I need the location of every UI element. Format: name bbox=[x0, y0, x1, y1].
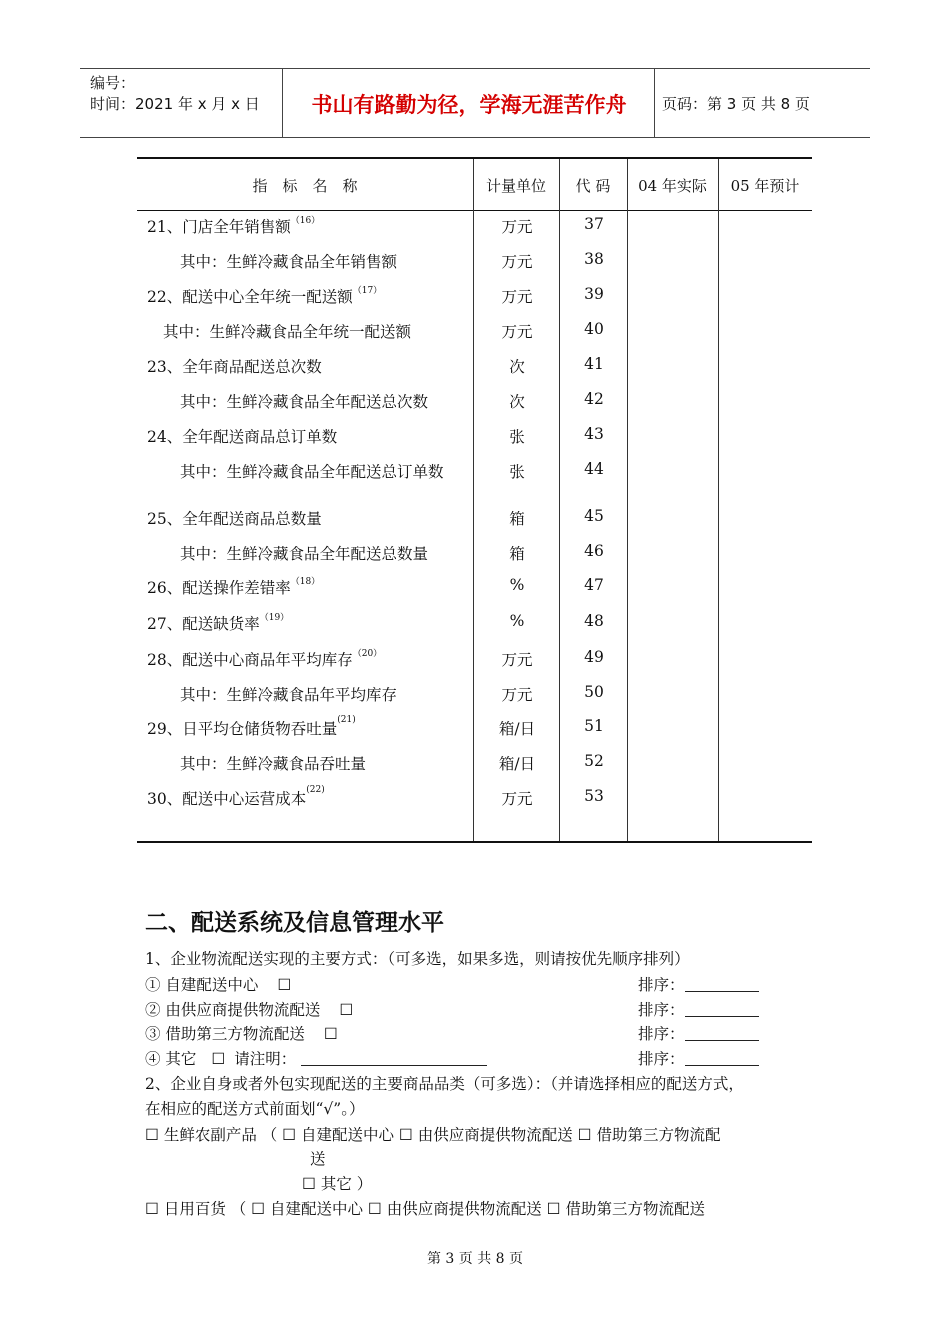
code-cell: 52 bbox=[584, 752, 604, 770]
indicator-text: 22、配送中心全年统一配送额 bbox=[147, 288, 353, 306]
unit-cell: 万元 bbox=[501, 651, 533, 669]
table-row bbox=[137, 752, 812, 782]
table-header-rule bbox=[137, 210, 812, 211]
category-fresh-produce[interactable]: ☐ 生鲜农副产品 （ ☐ 自建配送中心 ☐ 由供应商提供物流配送 ☐ 借助第三方物流配 bbox=[145, 1126, 721, 1144]
unit-cell: 万元 bbox=[501, 288, 533, 306]
sort-field bbox=[638, 1047, 759, 1069]
table-row bbox=[137, 425, 812, 455]
time-label: 时间：2021 年 x 月 x 日 bbox=[90, 95, 260, 113]
indicator-name bbox=[147, 425, 337, 447]
indicator-name bbox=[147, 285, 382, 307]
indicator-name bbox=[147, 612, 289, 634]
sort-label: 排序： bbox=[638, 1050, 685, 1068]
code-cell: 46 bbox=[584, 542, 604, 560]
table-row bbox=[137, 717, 812, 747]
unit-cell: 次 bbox=[509, 358, 525, 376]
indicator-text: 25、全年配送商品总数量 bbox=[147, 510, 322, 528]
table-row bbox=[137, 576, 812, 606]
table-row bbox=[137, 612, 812, 642]
option-label: ③ 借助第三方物流配送 bbox=[145, 1025, 305, 1043]
header-page-number: 页码：第 3 页 共 8 页 bbox=[662, 95, 810, 113]
table-row bbox=[137, 683, 812, 713]
indicator-text: 21、门店全年销售额 bbox=[147, 218, 291, 236]
header-indicator-name: 指 标 名 称 bbox=[252, 177, 358, 195]
note-input[interactable] bbox=[301, 1051, 487, 1066]
option-self-built bbox=[145, 973, 291, 995]
code-cell: 41 bbox=[584, 355, 604, 373]
option-label: ④ 其它 bbox=[145, 1050, 197, 1068]
indicator-text: 23、全年商品配送总次数 bbox=[147, 358, 322, 376]
sort-label: 排序： bbox=[638, 1001, 685, 1019]
code-cell: 37 bbox=[584, 215, 604, 233]
indicator-text: 24、全年配送商品总订单数 bbox=[147, 428, 338, 446]
indicator-text: 29、日平均仓储货物吞吐量 bbox=[147, 720, 338, 738]
code-cell: 39 bbox=[584, 285, 604, 303]
sort-input[interactable] bbox=[685, 1026, 759, 1041]
unit-cell: 箱/日 bbox=[498, 755, 536, 773]
header-unit: 计量单位 bbox=[485, 177, 546, 195]
footnote-marker: （17） bbox=[352, 286, 383, 296]
indicator-name bbox=[147, 215, 320, 237]
option-label: ② 由供应商提供物流配送 bbox=[145, 1001, 321, 1019]
checkbox[interactable]: ☐ bbox=[277, 976, 292, 994]
code-cell: 40 bbox=[584, 320, 604, 338]
sort-label: 排序： bbox=[638, 1025, 685, 1043]
sort-input[interactable] bbox=[685, 1002, 759, 1017]
header-divider bbox=[282, 69, 283, 137]
header-motto: 书山有路勤为径，学海无涯苦作舟 bbox=[311, 92, 627, 117]
page-footer: 第 3 页 共 8 页 bbox=[426, 1251, 524, 1267]
checkbox[interactable]: ☐ bbox=[323, 1025, 338, 1043]
section-title: 二、配送系统及信息管理水平 bbox=[145, 910, 444, 936]
indicator-text: 其中：生鲜冷藏食品全年配送总次数 bbox=[180, 393, 429, 411]
indicator-name bbox=[163, 320, 411, 342]
table-bottom-rule bbox=[137, 841, 812, 843]
unit-cell: 箱 bbox=[509, 545, 525, 563]
indicator-name bbox=[147, 576, 320, 598]
code-cell: 53 bbox=[584, 787, 604, 805]
unit-cell: 万元 bbox=[501, 218, 533, 236]
header-meta bbox=[90, 73, 260, 115]
option-other bbox=[145, 1047, 487, 1069]
code-cell: 47 bbox=[584, 576, 604, 594]
table-row bbox=[137, 507, 812, 537]
footnote-marker: （19） bbox=[259, 613, 290, 623]
indicator-text: 其中：生鲜冷藏食品全年配送总数量 bbox=[180, 545, 429, 563]
footnote-marker: （20） bbox=[352, 649, 383, 659]
indicator-name bbox=[180, 460, 444, 482]
option-third-party bbox=[145, 1022, 338, 1044]
indicator-text: 其中：生鲜冷藏食品全年配送总订单数 bbox=[180, 463, 444, 481]
table-row bbox=[137, 355, 812, 385]
serial-label: 编号： bbox=[90, 74, 136, 92]
code-cell: 38 bbox=[584, 250, 604, 268]
indicator-name bbox=[147, 507, 322, 529]
category-fresh-produce-cont: 送 bbox=[310, 1150, 326, 1168]
indicator-text: 28、配送中心商品年平均库存 bbox=[147, 651, 353, 669]
indicator-text: 27、配送缺货率 bbox=[147, 615, 260, 633]
option-label: ① 自建配送中心 bbox=[145, 976, 259, 994]
sort-field bbox=[638, 998, 759, 1020]
code-cell: 51 bbox=[584, 717, 604, 735]
checkbox[interactable]: ☐ bbox=[211, 1050, 226, 1068]
table-row bbox=[137, 285, 812, 315]
unit-cell: 万元 bbox=[501, 686, 533, 704]
code-cell: 45 bbox=[584, 507, 604, 525]
note-label: 请注明： bbox=[234, 1050, 297, 1068]
indicator-name bbox=[147, 648, 382, 670]
sort-input[interactable] bbox=[685, 977, 759, 992]
indicator-text: 26、配送操作差错率 bbox=[147, 579, 291, 597]
unit-cell: 张 bbox=[509, 428, 525, 446]
unit-cell: 万元 bbox=[501, 253, 533, 271]
unit-cell: 万元 bbox=[501, 323, 533, 341]
category-daily-goods[interactable]: ☐ 日用百货 （ ☐ 自建配送中心 ☐ 由供应商提供物流配送 ☐ 借助第三方物流配送 bbox=[145, 1200, 706, 1218]
unit-cell: 箱 bbox=[509, 510, 525, 528]
code-cell: 49 bbox=[584, 648, 604, 666]
indicator-name bbox=[147, 717, 356, 739]
question-2-cont: 在相应的配送方式前面划“√”。） bbox=[145, 1100, 365, 1118]
code-cell: 42 bbox=[584, 390, 604, 408]
indicator-name bbox=[180, 542, 428, 564]
indicator-name bbox=[180, 250, 397, 272]
header-code: 代 码 bbox=[575, 177, 611, 195]
footnote-marker: (21) bbox=[337, 715, 356, 725]
code-cell: 44 bbox=[584, 460, 604, 478]
table-row bbox=[137, 215, 812, 245]
header-divider bbox=[654, 69, 655, 137]
table-row bbox=[137, 460, 812, 490]
unit-cell: % bbox=[509, 576, 525, 594]
question-1: 1、企业物流配送实现的主要方式：（可多选，如果多选，则请按优先顺序排列） bbox=[145, 950, 690, 968]
sort-field bbox=[638, 973, 759, 995]
code-cell: 48 bbox=[584, 612, 604, 630]
category-fresh-produce-other[interactable]: ☐ 其它 ） bbox=[302, 1175, 373, 1193]
indicator-text: 其中：生鲜冷藏食品年平均库存 bbox=[180, 686, 398, 704]
indicator-name bbox=[180, 683, 397, 705]
indicator-text: 其中：生鲜冷藏食品全年销售额 bbox=[180, 253, 398, 271]
sort-label: 排序： bbox=[638, 976, 685, 994]
footnote-marker: (22) bbox=[306, 785, 325, 795]
table-row bbox=[137, 542, 812, 572]
indicator-text: 其中：生鲜冷藏食品全年统一配送额 bbox=[163, 323, 412, 341]
sort-input[interactable] bbox=[685, 1051, 759, 1066]
indicator-table bbox=[137, 157, 812, 843]
indicator-name bbox=[180, 752, 366, 774]
code-cell: 50 bbox=[584, 683, 604, 701]
checkbox[interactable]: ☐ bbox=[339, 1001, 354, 1019]
unit-cell: % bbox=[509, 612, 525, 630]
table-row bbox=[137, 787, 812, 817]
unit-cell: 万元 bbox=[501, 790, 533, 808]
code-cell: 43 bbox=[584, 425, 604, 443]
footnote-marker: （18） bbox=[290, 577, 321, 587]
unit-cell: 张 bbox=[509, 463, 525, 481]
table-top-rule bbox=[137, 157, 812, 159]
table-row bbox=[137, 250, 812, 280]
header-2005-forecast: 05 年预计 bbox=[730, 177, 800, 195]
table-row bbox=[137, 648, 812, 678]
indicator-name bbox=[147, 355, 322, 377]
unit-cell: 箱/日 bbox=[498, 720, 536, 738]
table-row bbox=[137, 320, 812, 350]
option-supplier bbox=[145, 998, 353, 1020]
page-header bbox=[80, 68, 870, 138]
header-2004-actual: 04 年实际 bbox=[638, 177, 707, 195]
indicator-name bbox=[147, 787, 325, 809]
table-row bbox=[137, 390, 812, 420]
indicator-name bbox=[180, 390, 428, 412]
sort-field bbox=[638, 1022, 759, 1044]
indicator-text: 30、配送中心运营成本 bbox=[147, 790, 307, 808]
footnote-marker: （16） bbox=[290, 216, 321, 226]
unit-cell: 次 bbox=[509, 393, 525, 411]
indicator-text: 其中：生鲜冷藏食品吞吐量 bbox=[180, 755, 367, 773]
question-2: 2、企业自身或者外包实现配送的主要商品品类（可多选）：（并请选择相应的配送方式， bbox=[145, 1075, 744, 1093]
